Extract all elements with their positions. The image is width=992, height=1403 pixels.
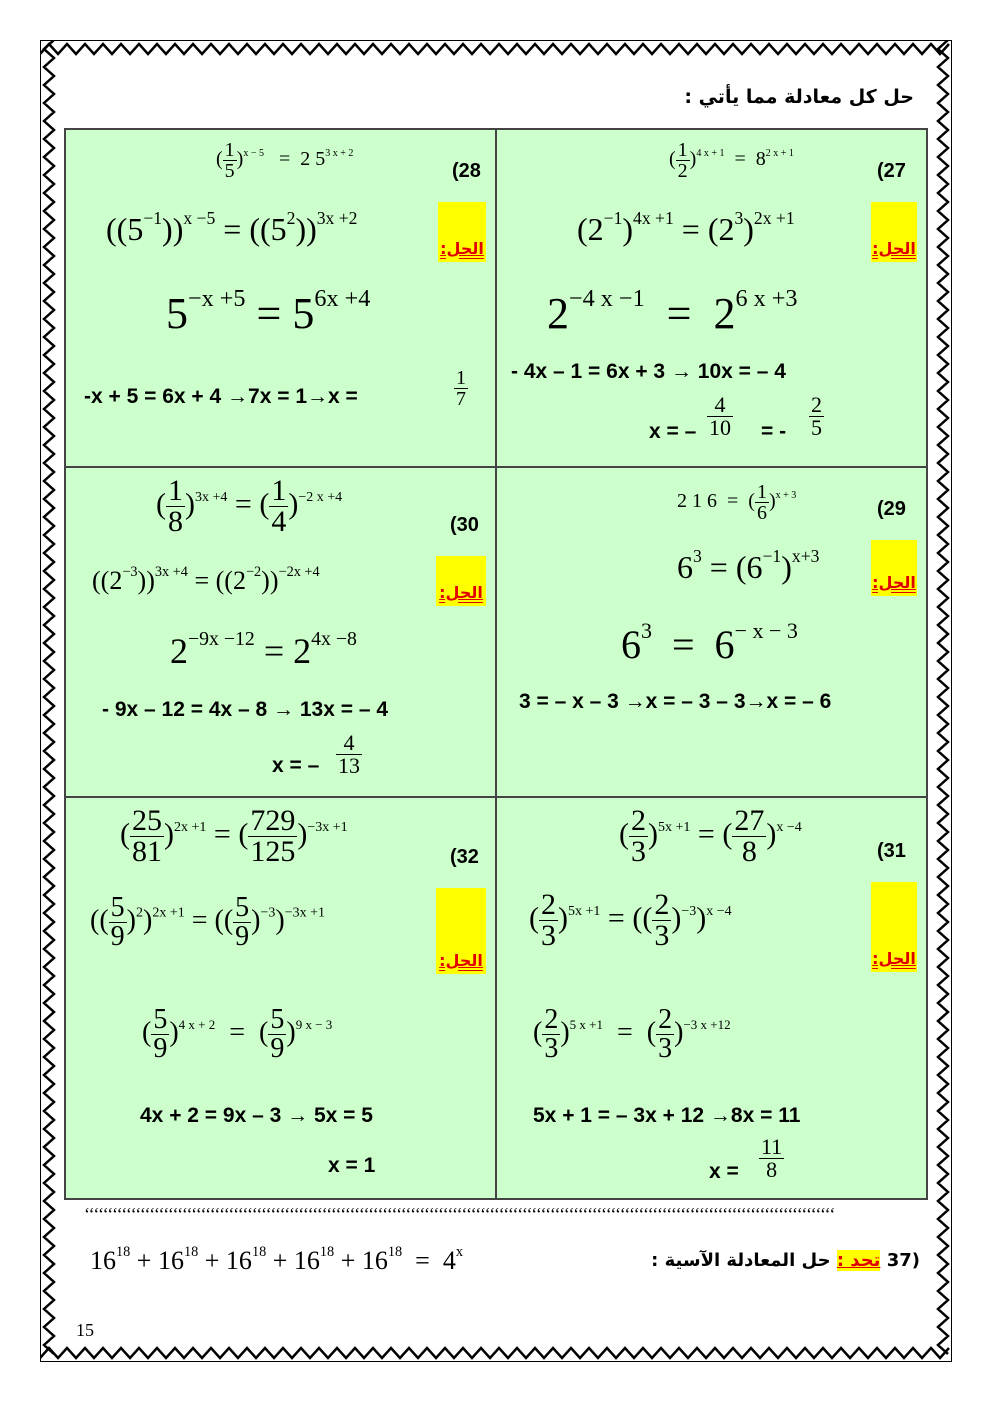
solution-label-31: الحل:: [871, 882, 917, 972]
challenge-text: حل المعادلة الآسية :: [651, 1249, 831, 1271]
problem-28-equation: ( $\frac{1}{5}$ )$^{x - 5}$ = 2 $5^{3 x + 2}$: [216, 139, 354, 182]
problem-32-step2: ( $\frac{5}{9}$ )$^{4 x + 2}$ = ( $\frac{5}{9}$ )$^{9 x - 3}$: [142, 1004, 333, 1064]
problem-32-answer: x = 1: [328, 1154, 376, 1177]
problem-31-step2: ( $\frac{2}{3}$ )$^{5 x +1}$ = ( $\frac{2}{3}$ )$^{-3 x +12}$: [533, 1004, 731, 1064]
problem-27-answer-equals: = -: [761, 420, 787, 443]
problem-32-cell: [66, 798, 495, 1198]
page-heading: حل كل معادلة مما يأتي :: [684, 86, 914, 108]
solution-label-28: الحل:: [438, 202, 486, 262]
problems-table: [64, 128, 928, 1200]
page-number: 15: [76, 1320, 94, 1340]
problem-29-step1: $6^3 = (6^{-1})^{x+3}$: [677, 546, 820, 585]
solution-label-27: الحل:: [871, 202, 917, 262]
dotted-separator: ‘‘‘‘‘‘‘‘‘‘‘‘‘‘‘‘‘‘‘‘‘‘‘‘‘‘‘‘‘‘‘‘‘‘‘‘‘‘‘‘‘‘‘‘‘‘‘‘‘‘‘‘‘‘‘‘‘‘‘‘‘‘‘‘‘‘‘‘‘‘‘‘‘‘‘‘‘‘‘‘‘‘‘‘‘‘‘‘‘‘‘‘‘‘‘‘‘‘‘‘‘‘‘‘‘‘‘‘‘‘‘‘‘‘‘‘‘‘‘‘‘‘‘‘‘‘‘‘‘‘‘‘‘‘‘‘‘‘‘‘‘‘‘‘‘‘‘‘‘‘‘‘‘‘‘‘‘‘‘‘‘: [84, 1204, 836, 1224]
problem-30-step1: $((2^{-3}))^{3x +4} = ((2^{-2}))^{-2x +4}$: [92, 564, 320, 595]
problem-29-equation: 2 1 6 = ( $\frac{1}{6}$ )$^{x + 3}$: [677, 481, 797, 524]
challenge-number: (37: [886, 1249, 920, 1271]
problem-32-equation: ( $\frac{25}{81}$ )$^{2x +1}$ = ( $\frac{729}{125}$ )$^{-3x +1}$: [120, 804, 348, 868]
problem-28-cell: [66, 130, 495, 466]
problem-30-step3: - 9x – 12 = 4x – 8 → 13x = – 4: [102, 698, 389, 721]
solution-label-30: الحل:: [436, 556, 486, 606]
challenge-equation: $16^{18} + 16^{18} + 16^{18} + 16^{18} + 16^{18} = 4^x$: [90, 1244, 463, 1275]
problem-30-step2: $2^{-9x -12} = 2^{4x -8}$: [170, 628, 357, 671]
problem-27-answer-fraction-2: $\frac{2}{5}$: [811, 392, 822, 440]
solution-label-29: الحل:: [871, 540, 917, 596]
problem-27-cell: [497, 130, 926, 466]
problem-27-number: (27: [877, 160, 906, 182]
problem-27-step3: - 4x – 1 = 6x + 3 → 10x = – 4: [511, 360, 786, 383]
problem-30-equation: ( $\frac{1}{8}$ )$^{3x +4}$ = ( $\frac{1}{4}$ )$^{-2 x +4}$: [156, 474, 343, 538]
problem-31-answer-label: x =: [709, 1160, 739, 1183]
problem-31-step1: ( $\frac{2}{3}$ )$^{5x +1}$ = (( $\frac{2}{3}$ )$^{-3}$)$^{x -4}$: [529, 888, 732, 952]
problem-32-step3: 4x + 2 = 9x – 3 → 5x = 5: [140, 1104, 373, 1127]
problem-30-answer-label: x = –: [272, 754, 320, 777]
problem-31-answer-fraction: $\frac{11}{8}$: [761, 1134, 783, 1182]
problem-31-equation: ( $\frac{2}{3}$ )$^{5x +1}$ = ( $\frac{27}{8}$ )$^{x -4}$: [619, 804, 802, 868]
problem-29-cell: [497, 468, 926, 796]
problem-30-answer-fraction: $\frac{4}{13}$: [338, 730, 360, 778]
problem-30-cell: [66, 468, 495, 796]
challenge-prompt: [651, 1250, 920, 1271]
problem-32-step1: (( $\frac{5}{9}$ )$^2$)$^{2x +1}$ = (( $\frac{5}{9}$ )$^{-3}$)$^{-3x +1}$: [90, 892, 326, 952]
problem-31-step3: 5x + 1 = – 3x + 12 →8x = 11: [533, 1104, 801, 1127]
problem-27-answer-label: x = –: [649, 420, 697, 443]
problem-28-answer-fraction: $\frac{1}{7}$: [456, 367, 466, 410]
problem-29-step3: 3 = – x – 3 →x = – 3 – 3→x = – 6: [519, 690, 832, 713]
problem-28-number: (28: [452, 160, 481, 182]
problem-27-step2: $2^{-4 x -1} = 2^{6 x +3}$: [547, 285, 798, 338]
problem-31-number: (31: [877, 840, 906, 862]
problem-28-step2: $5^{-x +5} = 5^{6x +4}$: [166, 285, 371, 338]
problem-32-number: (32: [450, 846, 479, 868]
problem-27-answer-fraction-1: $\frac{4}{10}$: [709, 392, 731, 440]
solution-label-32: الحل:: [436, 888, 486, 974]
problem-30-number: (30: [450, 514, 479, 536]
problem-29-number: (29: [877, 498, 906, 520]
problem-29-step2: $6^3 = 6^{- x - 3}$: [621, 618, 798, 667]
problem-27-step1: $(2^{-1})^{4x +1} = (2^3)^{2x +1}$: [577, 208, 795, 247]
challenge-tag: تحد :: [836, 1249, 881, 1271]
problem-28-step3: -x + 5 = 6x + 4 →7x = 1→x =: [84, 385, 358, 408]
problem-28-step1: $((5^{-1}))^{x -5} = ((5^2))^{3x +2}$: [106, 208, 358, 247]
challenge-problem: [90, 1240, 920, 1280]
problem-27-equation: ( $\frac{1}{2}$ )$^{4 x + 1} = 8^{2 x + 1}$: [669, 139, 794, 182]
problem-31-cell: [497, 798, 926, 1198]
